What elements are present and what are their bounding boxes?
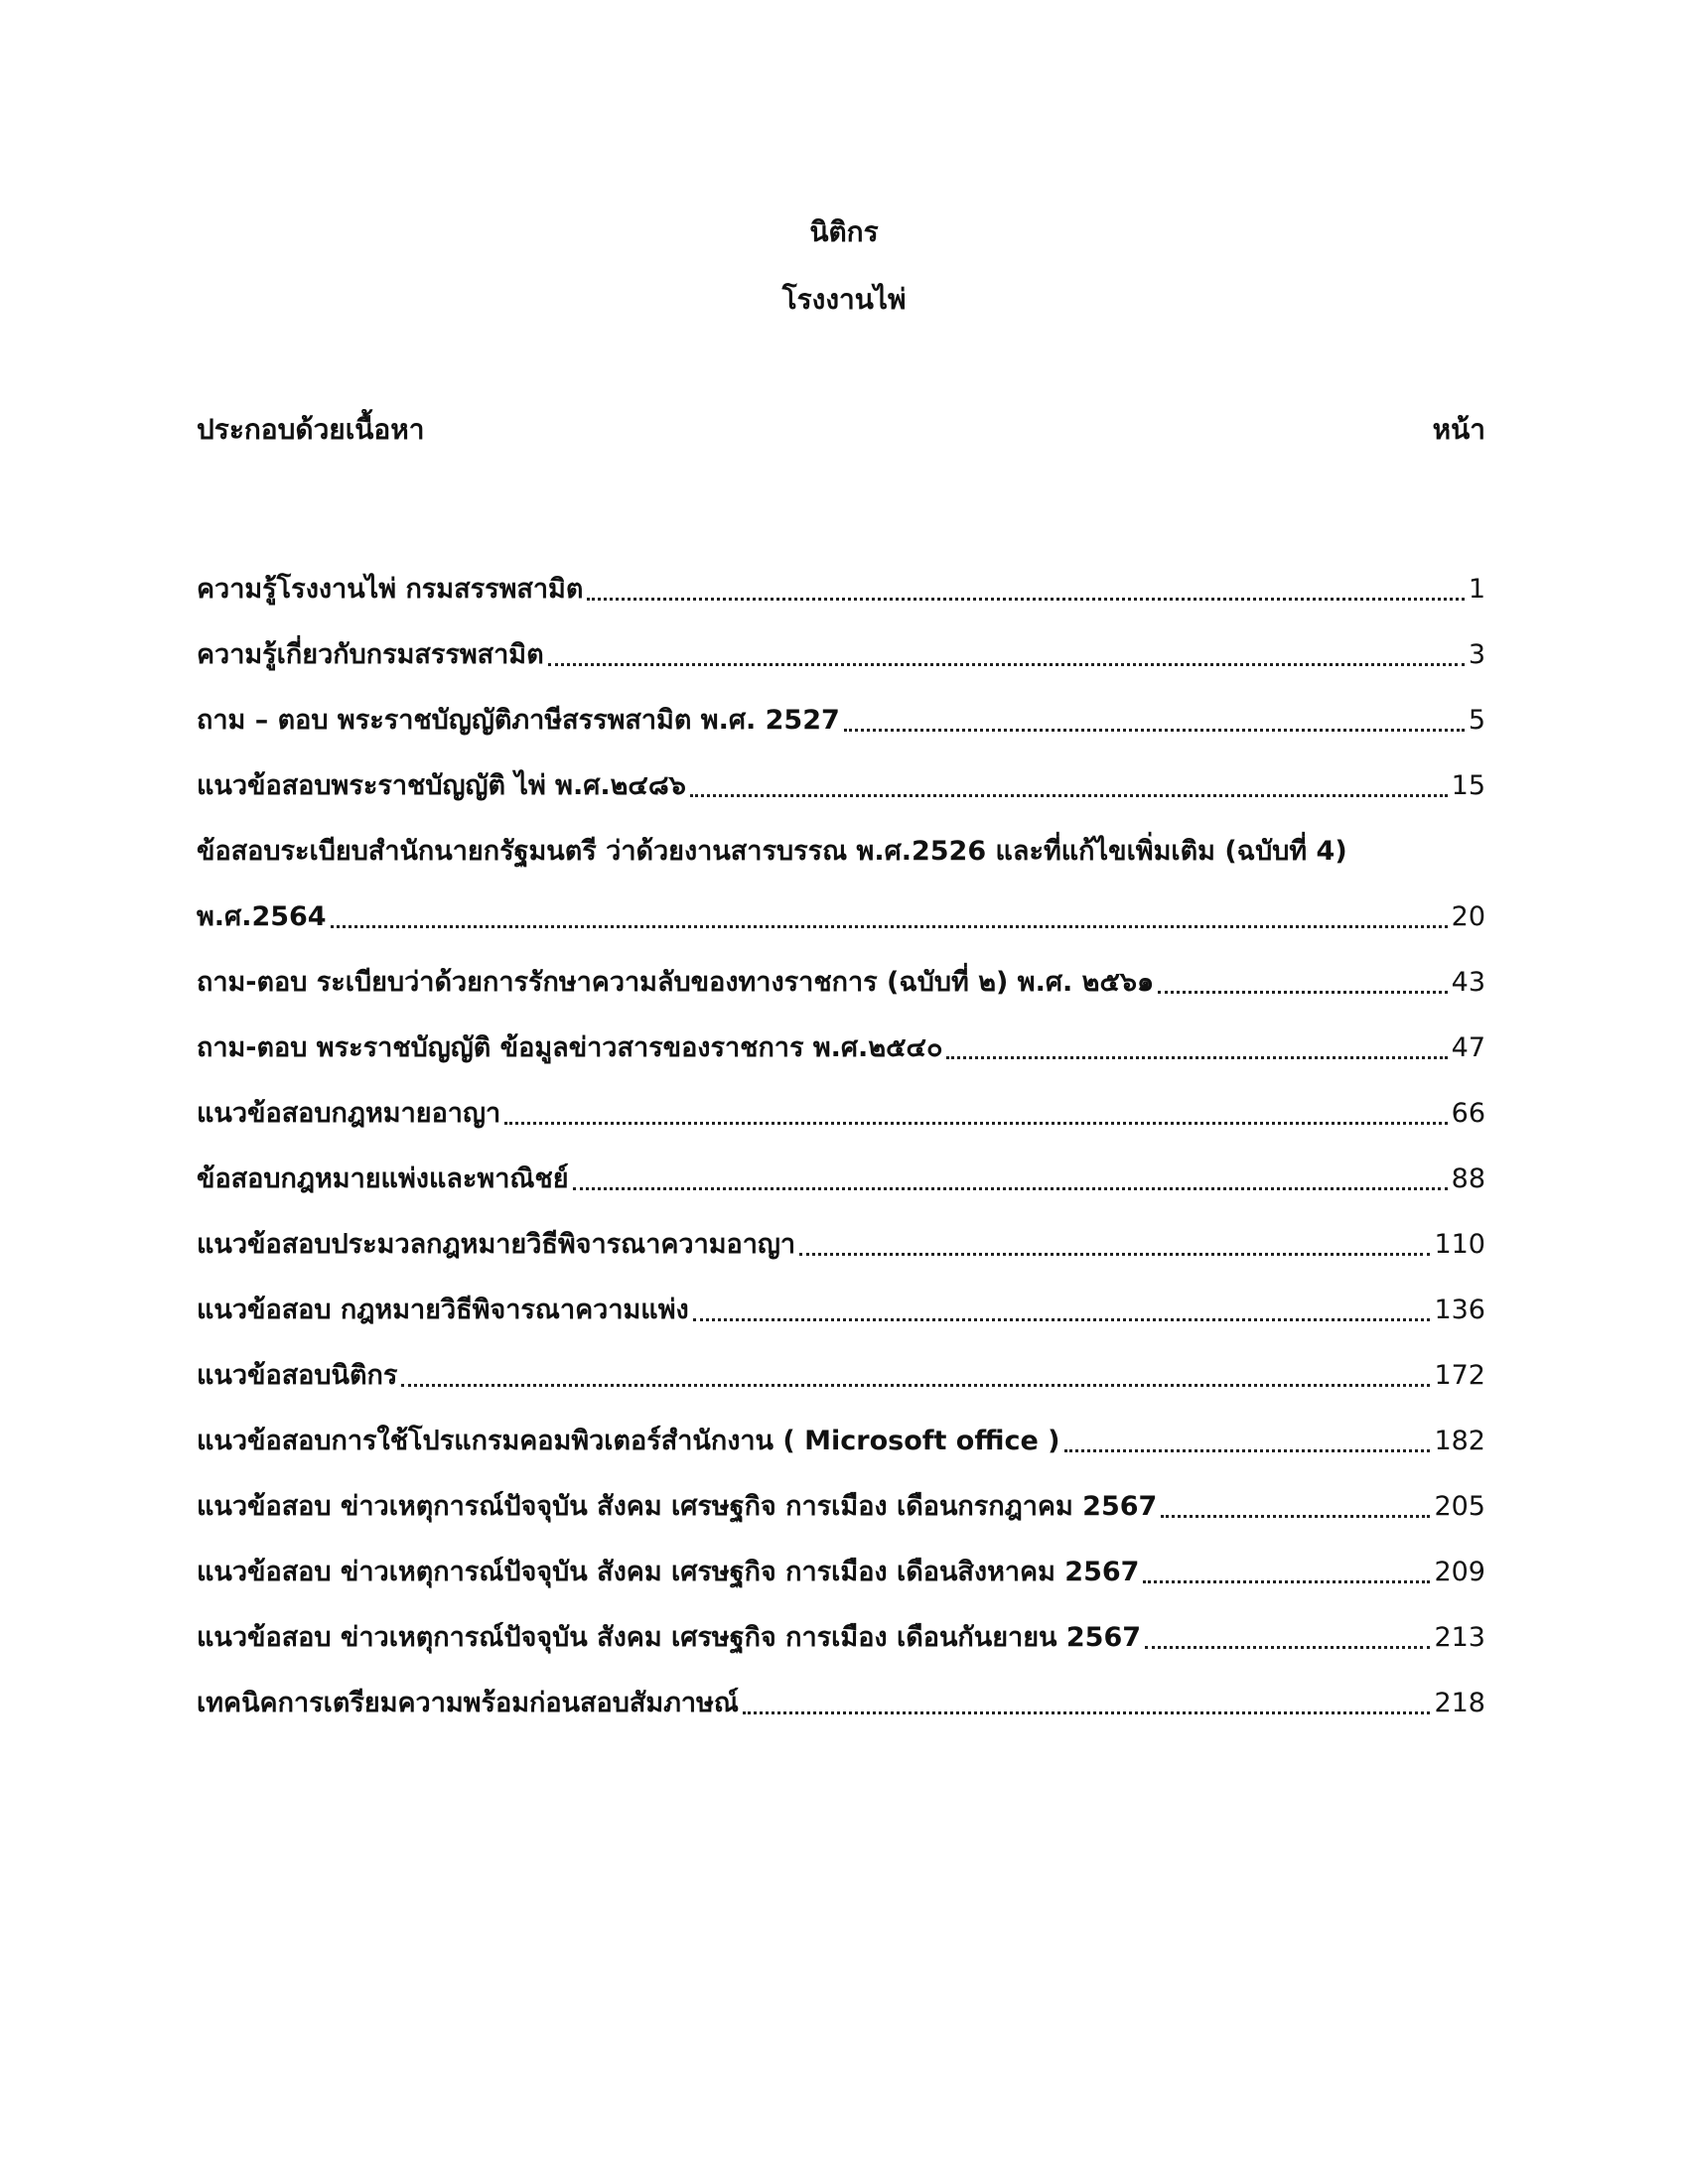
- toc-entry: [197, 1330, 1485, 1396]
- toc-entry: [197, 1592, 1485, 1658]
- dot-leader: [587, 597, 1464, 601]
- toc-entry-page: 43: [1451, 967, 1485, 998]
- dot-leader: [331, 924, 1448, 928]
- toc-entry-label: ความรู้โรงงานไพ่ กรมสรรพสามิต: [197, 574, 584, 605]
- dot-leader: [946, 1055, 1447, 1059]
- toc-entry-label: แนวข้อสอบกฎหมายอาญา: [197, 1098, 501, 1129]
- toc-entry-label: แนวข้อสอบประมวลกฎหมายวิธีพิจารณาความอาญา: [197, 1229, 796, 1260]
- toc-entry-page: 66: [1451, 1098, 1485, 1129]
- toc-entry: [197, 610, 1485, 675]
- toc-entry-page: 172: [1434, 1360, 1485, 1391]
- toc-entry-page: 88: [1451, 1163, 1485, 1194]
- toc-entry-label: แนวข้อสอบนิติกร: [197, 1360, 398, 1391]
- toc-entry: [197, 1658, 1485, 1723]
- dot-leader: [1143, 1579, 1430, 1583]
- dot-leader: [1064, 1448, 1431, 1452]
- toc-entry-label: ถาม-ตอบ พระราชบัญญัติ ข้อมูลข่าวสารของราชการ พ.ศ.๒๕๔๐: [197, 1032, 943, 1063]
- toc-entry-page: 182: [1434, 1426, 1485, 1456]
- toc-entry: [197, 1068, 1485, 1134]
- toc-entry-page: 5: [1468, 705, 1485, 736]
- toc-entry: [197, 1461, 1485, 1527]
- dot-leader: [743, 1710, 1431, 1714]
- toc-entry-page: 3: [1468, 639, 1485, 670]
- dot-leader: [844, 728, 1465, 732]
- toc-header: [197, 410, 1485, 450]
- toc-contents-label: ประกอบด้วยเนื้อหา: [197, 413, 425, 446]
- table-of-contents: [197, 544, 1485, 1723]
- toc-entry-label: ความรู้เกี่ยวกับกรมสรรพสามิต: [197, 639, 544, 670]
- dot-leader: [693, 1317, 1431, 1321]
- document-title: นิติกร: [809, 215, 879, 248]
- toc-entry-label: เทคนิคการเตรียมความพร้อมก่อนสอบสัมภาษณ์: [197, 1688, 739, 1718]
- toc-entry: [197, 1527, 1485, 1592]
- toc-entry: [197, 1003, 1485, 1068]
- dot-leader: [690, 793, 1448, 797]
- dot-leader: [1145, 1645, 1430, 1649]
- toc-entry: [197, 1265, 1485, 1330]
- toc-entry: [197, 806, 1485, 872]
- toc-entry-label: แนวข้อสอบ ข่าวเหตุการณ์ปัจจุบัน สังคม เศรษฐกิจ การเมือง เดือนกันยายน 2567: [197, 1622, 1142, 1653]
- toc-entry-label: ถาม – ตอบ พระราชบัญญัติภาษีสรรพสามิต พ.ศ. 2527: [197, 705, 840, 736]
- toc-entry-label: แนวข้อสอบ ข่าวเหตุการณ์ปัจจุบัน สังคม เศรษฐกิจ การเมือง เดือนสิงหาคม 2567: [197, 1557, 1140, 1587]
- dot-leader: [1161, 1514, 1430, 1518]
- toc-entry-label: แนวข้อสอบพระราชบัญญัติ ไพ่ พ.ศ.๒๔๘๖: [197, 770, 686, 801]
- toc-entry-label: แนวข้อสอบการใช้โปรแกรมคอมพิวเตอร์สำนักงาน ( Microsoft office ): [197, 1426, 1060, 1456]
- toc-entry-page: 136: [1434, 1295, 1485, 1325]
- toc-entry-label: แนวข้อสอบ กฎหมายวิธีพิจารณาความแพ่ง: [197, 1295, 689, 1325]
- toc-entry-page: 47: [1451, 1032, 1485, 1063]
- dot-leader: [548, 662, 1465, 666]
- toc-entry-page: 209: [1434, 1557, 1485, 1587]
- toc-entry-page: 20: [1451, 901, 1485, 932]
- dot-leader: [799, 1252, 1430, 1256]
- toc-entry-label: ข้อสอบกฎหมายแพ่งและพาณิชย์: [197, 1163, 569, 1194]
- toc-entry: [197, 741, 1485, 806]
- toc-page-label: หน้า: [1432, 413, 1485, 446]
- document-subtitle: โรงงานไพ่: [781, 283, 907, 316]
- toc-entry: [197, 1199, 1485, 1265]
- toc-entry-label: ข้อสอบระเบียบสำนักนายกรัฐมนตรี ว่าด้วยงานสารบรรณ พ.ศ.2526 และที่แก้ไขเพิ่มเติม (ฉบับที่ 4): [197, 836, 1347, 867]
- toc-entry-page: 110: [1434, 1229, 1485, 1260]
- toc-entry-label: ถาม-ตอบ ระเบียบว่าด้วยการรักษาความลับของทางราชการ (ฉบับที่ ๒) พ.ศ. ๒๕๖๑: [197, 967, 1155, 998]
- toc-entry-page: 205: [1434, 1491, 1485, 1522]
- toc-entry: [197, 1134, 1485, 1199]
- toc-entry-page: 15: [1451, 770, 1485, 801]
- toc-entry-label: แนวข้อสอบ ข่าวเหตุการณ์ปัจจุบัน สังคม เศรษฐกิจ การเมือง เดือนกรกฎาคม 2567: [197, 1491, 1158, 1522]
- dot-leader: [573, 1186, 1448, 1190]
- toc-entry: [197, 937, 1485, 1003]
- toc-entry: [197, 675, 1485, 741]
- toc-entry: [197, 1396, 1485, 1461]
- toc-entry-page: 218: [1434, 1688, 1485, 1718]
- toc-entry-page: 1: [1468, 574, 1485, 605]
- dot-leader: [401, 1383, 1430, 1387]
- toc-entry-label: พ.ศ.2564: [197, 901, 327, 932]
- dot-leader: [504, 1121, 1448, 1125]
- toc-entry-page: 213: [1434, 1622, 1485, 1653]
- dot-leader: [1158, 990, 1447, 994]
- toc-entry: [197, 544, 1485, 610]
- toc-entry: [197, 872, 1485, 937]
